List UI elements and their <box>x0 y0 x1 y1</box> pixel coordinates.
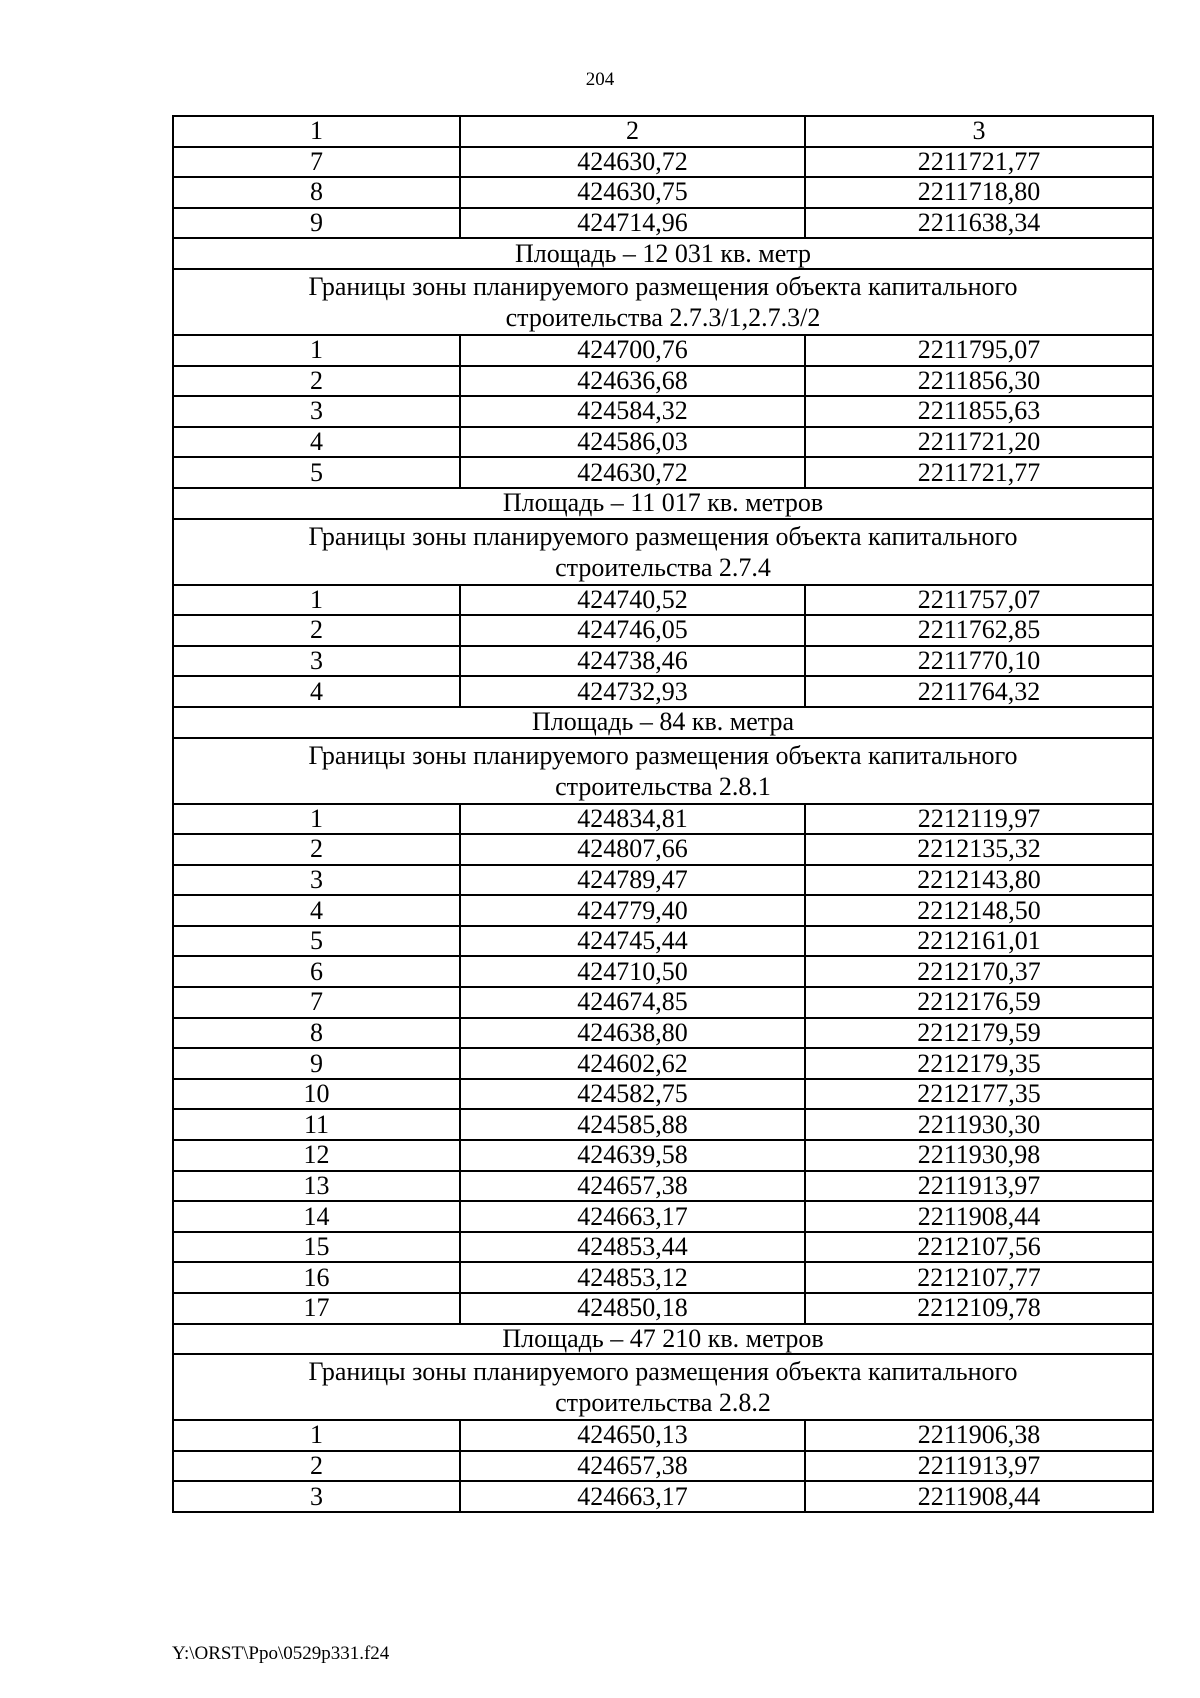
area-row <box>173 1324 1153 1355</box>
point-number-cell: 6 <box>173 956 460 987</box>
y-coordinate-cell: 2211721,20 <box>805 427 1153 458</box>
x-coordinate-cell: 424746,05 <box>460 615 805 646</box>
point-number-cell: 1 <box>173 1420 460 1451</box>
y-coordinate-cell: 2211855,63 <box>805 396 1153 427</box>
y-coordinate-cell: 2212143,80 <box>805 865 1153 896</box>
table-row <box>173 1109 1153 1140</box>
zone-heading-text: Границы зоны планируемого размещения объекта капитального строительства 2.8.1 <box>173 738 1153 804</box>
x-coordinate-cell: 424602,62 <box>460 1048 805 1079</box>
zone-heading-text: Границы зоны планируемого размещения объекта капитального строительства 2.8.2 <box>173 1354 1153 1420</box>
table-row <box>173 1201 1153 1232</box>
x-coordinate-cell: 424586,03 <box>460 427 805 458</box>
point-number-cell: 2 <box>173 1451 460 1482</box>
table-row <box>173 147 1153 178</box>
x-coordinate-cell: 424674,85 <box>460 987 805 1018</box>
x-coordinate-cell: 424584,32 <box>460 396 805 427</box>
point-number-cell: 2 <box>173 834 460 865</box>
table-row <box>173 1048 1153 1079</box>
x-coordinate-cell: 424650,13 <box>460 1420 805 1451</box>
zone-heading-row <box>173 519 1153 585</box>
table-row <box>173 1481 1153 1512</box>
y-coordinate-cell: 2211638,34 <box>805 208 1153 239</box>
x-coordinate-cell: 424710,50 <box>460 956 805 987</box>
column-header-y: 3 <box>805 116 1153 147</box>
table-row <box>173 396 1153 427</box>
table-row <box>173 208 1153 239</box>
point-number-cell: 9 <box>173 1048 460 1079</box>
point-number-cell: 7 <box>173 987 460 1018</box>
y-coordinate-cell: 2211795,07 <box>805 335 1153 366</box>
x-coordinate-cell: 424630,75 <box>460 177 805 208</box>
y-coordinate-cell: 2212170,37 <box>805 956 1153 987</box>
point-number-cell: 16 <box>173 1262 460 1293</box>
table-row <box>173 177 1153 208</box>
zone-heading-row <box>173 738 1153 804</box>
table-row <box>173 1140 1153 1171</box>
y-coordinate-cell: 2211906,38 <box>805 1420 1153 1451</box>
y-coordinate-cell: 2211762,85 <box>805 615 1153 646</box>
y-coordinate-cell: 2211913,97 <box>805 1451 1153 1482</box>
table-row <box>173 987 1153 1018</box>
y-coordinate-cell: 2211757,07 <box>805 585 1153 616</box>
y-coordinate-cell: 2211908,44 <box>805 1481 1153 1512</box>
point-number-cell: 4 <box>173 676 460 707</box>
y-coordinate-cell: 2212161,01 <box>805 926 1153 957</box>
table-row <box>173 956 1153 987</box>
table-row <box>173 926 1153 957</box>
x-coordinate-cell: 424807,66 <box>460 834 805 865</box>
table-row <box>173 865 1153 896</box>
table-row <box>173 366 1153 397</box>
table-row <box>173 1420 1153 1451</box>
x-coordinate-cell: 424732,93 <box>460 676 805 707</box>
x-coordinate-cell: 424663,17 <box>460 1201 805 1232</box>
x-coordinate-cell: 424630,72 <box>460 457 805 488</box>
point-number-cell: 3 <box>173 865 460 896</box>
table-row <box>173 1232 1153 1263</box>
zone-heading-text: Границы зоны планируемого размещения объекта капитального строительства 2.7.3/1,2.7.3/2 <box>173 269 1153 335</box>
x-coordinate-cell: 424585,88 <box>460 1109 805 1140</box>
page-number: 204 <box>585 69 615 90</box>
table-row <box>173 804 1153 835</box>
table-row <box>173 646 1153 677</box>
point-number-cell: 8 <box>173 177 460 208</box>
y-coordinate-cell: 2212148,50 <box>805 895 1153 926</box>
table-row <box>173 676 1153 707</box>
area-text: Площадь – 84 кв. метра <box>173 707 1153 738</box>
table-row <box>173 585 1153 616</box>
zone-heading-row <box>173 1354 1153 1420</box>
y-coordinate-cell: 2211770,10 <box>805 646 1153 677</box>
y-coordinate-cell: 2212135,32 <box>805 834 1153 865</box>
table-row <box>173 1262 1153 1293</box>
point-number-cell: 13 <box>173 1171 460 1202</box>
point-number-cell: 1 <box>173 335 460 366</box>
file-path: Y:\ORST\Ppo\0529p331.f24 <box>172 1643 390 1664</box>
area-row <box>173 238 1153 269</box>
y-coordinate-cell: 2212176,59 <box>805 987 1153 1018</box>
point-number-cell: 5 <box>173 926 460 957</box>
x-coordinate-cell: 424853,44 <box>460 1232 805 1263</box>
area-text: Площадь – 11 017 кв. метров <box>173 488 1153 519</box>
zone-heading-row <box>173 269 1153 335</box>
area-row <box>173 707 1153 738</box>
table-row <box>173 1451 1153 1482</box>
coordinates-table-body <box>173 116 1153 1512</box>
point-number-cell: 4 <box>173 895 460 926</box>
x-coordinate-cell: 424834,81 <box>460 804 805 835</box>
y-coordinate-cell: 2211721,77 <box>805 457 1153 488</box>
y-coordinate-cell: 2211721,77 <box>805 147 1153 178</box>
x-coordinate-cell: 424745,44 <box>460 926 805 957</box>
x-coordinate-cell: 424853,12 <box>460 1262 805 1293</box>
y-coordinate-cell: 2212109,78 <box>805 1293 1153 1324</box>
point-number-cell: 15 <box>173 1232 460 1263</box>
x-coordinate-cell: 424714,96 <box>460 208 805 239</box>
x-coordinate-cell: 424582,75 <box>460 1079 805 1110</box>
point-number-cell: 10 <box>173 1079 460 1110</box>
area-text: Площадь – 12 031 кв. метр <box>173 238 1153 269</box>
x-coordinate-cell: 424850,18 <box>460 1293 805 1324</box>
point-number-cell: 9 <box>173 208 460 239</box>
point-number-cell: 14 <box>173 1201 460 1232</box>
y-coordinate-cell: 2212179,59 <box>805 1018 1153 1049</box>
y-coordinate-cell: 2211856,30 <box>805 366 1153 397</box>
y-coordinate-cell: 2211718,80 <box>805 177 1153 208</box>
x-coordinate-cell: 424663,17 <box>460 1481 805 1512</box>
point-number-cell: 12 <box>173 1140 460 1171</box>
x-coordinate-cell: 424738,46 <box>460 646 805 677</box>
y-coordinate-cell: 2212179,35 <box>805 1048 1153 1079</box>
area-text: Площадь – 47 210 кв. метров <box>173 1324 1153 1355</box>
point-number-cell: 8 <box>173 1018 460 1049</box>
point-number-cell: 3 <box>173 396 460 427</box>
point-number-cell: 3 <box>173 646 460 677</box>
x-coordinate-cell: 424789,47 <box>460 865 805 896</box>
point-number-cell: 1 <box>173 804 460 835</box>
x-coordinate-cell: 424639,58 <box>460 1140 805 1171</box>
point-number-cell: 2 <box>173 366 460 397</box>
y-coordinate-cell: 2211908,44 <box>805 1201 1153 1232</box>
y-coordinate-cell: 2211913,97 <box>805 1171 1153 1202</box>
table-row <box>173 1079 1153 1110</box>
area-row <box>173 488 1153 519</box>
x-coordinate-cell: 424636,68 <box>460 366 805 397</box>
x-coordinate-cell: 424630,72 <box>460 147 805 178</box>
table-row <box>173 834 1153 865</box>
point-number-cell: 1 <box>173 585 460 616</box>
point-number-cell: 17 <box>173 1293 460 1324</box>
y-coordinate-cell: 2212107,56 <box>805 1232 1153 1263</box>
zone-heading-text: Границы зоны планируемого размещения объекта капитального строительства 2.7.4 <box>173 519 1153 585</box>
coordinates-table <box>172 115 1154 1513</box>
point-number-cell: 2 <box>173 615 460 646</box>
x-coordinate-cell: 424779,40 <box>460 895 805 926</box>
table-row <box>173 457 1153 488</box>
y-coordinate-cell: 2211930,30 <box>805 1109 1153 1140</box>
y-coordinate-cell: 2211764,32 <box>805 676 1153 707</box>
column-header-point: 1 <box>173 116 460 147</box>
x-coordinate-cell: 424638,80 <box>460 1018 805 1049</box>
table-row <box>173 615 1153 646</box>
x-coordinate-cell: 424700,76 <box>460 335 805 366</box>
table-row <box>173 1171 1153 1202</box>
y-coordinate-cell: 2212107,77 <box>805 1262 1153 1293</box>
x-coordinate-cell: 424657,38 <box>460 1451 805 1482</box>
y-coordinate-cell: 2211930,98 <box>805 1140 1153 1171</box>
x-coordinate-cell: 424740,52 <box>460 585 805 616</box>
point-number-cell: 11 <box>173 1109 460 1140</box>
y-coordinate-cell: 2212177,35 <box>805 1079 1153 1110</box>
point-number-cell: 5 <box>173 457 460 488</box>
point-number-cell: 3 <box>173 1481 460 1512</box>
y-coordinate-cell: 2212119,97 <box>805 804 1153 835</box>
table-row <box>173 427 1153 458</box>
table-row <box>173 1018 1153 1049</box>
column-header-x: 2 <box>460 116 805 147</box>
point-number-cell: 4 <box>173 427 460 458</box>
point-number-cell: 7 <box>173 147 460 178</box>
table-row <box>173 895 1153 926</box>
table-header-row <box>173 116 1153 147</box>
table-row <box>173 335 1153 366</box>
x-coordinate-cell: 424657,38 <box>460 1171 805 1202</box>
table-row <box>173 1293 1153 1324</box>
